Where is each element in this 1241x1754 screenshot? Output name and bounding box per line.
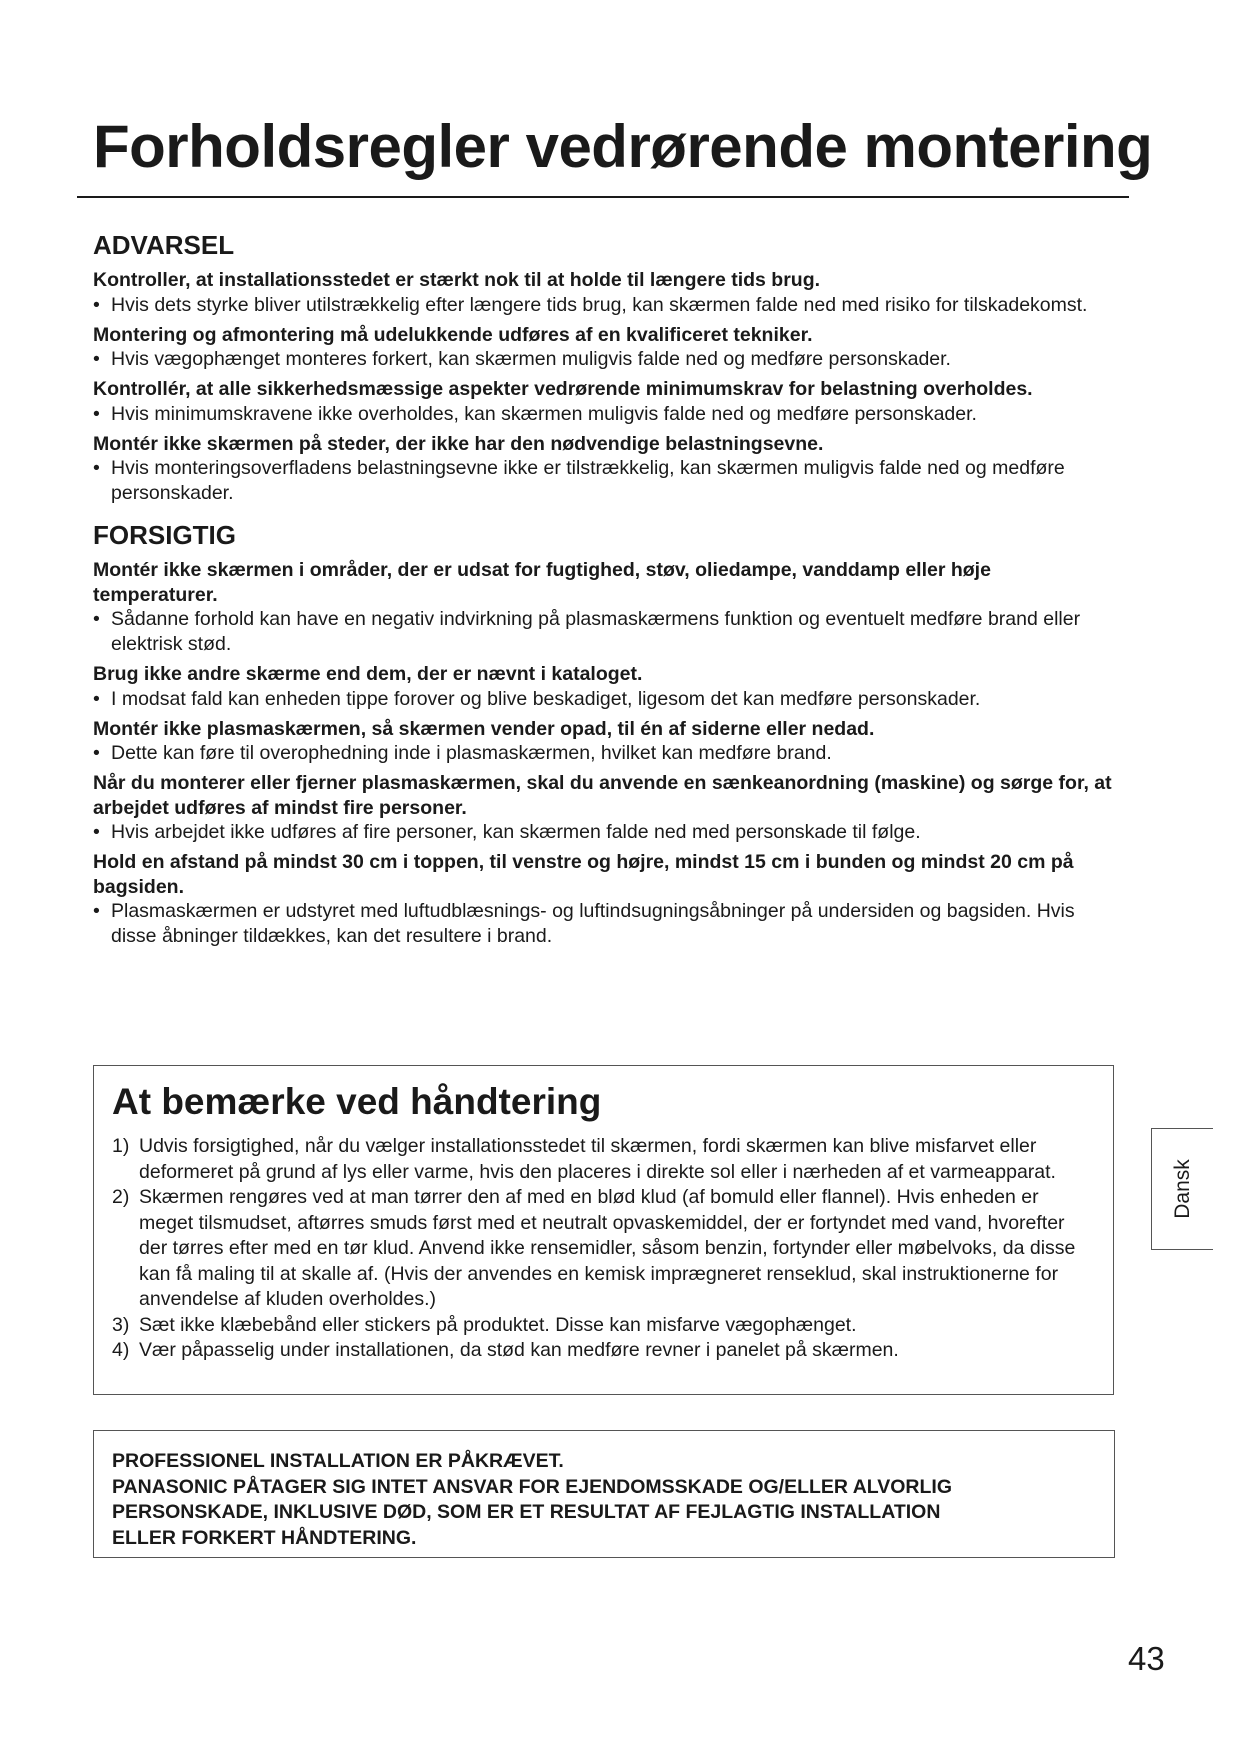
bullet-text: Hvis arbejdet ikke udføres af fire personer, kan skærmen falde ned med personskade til følge. [111, 821, 921, 843]
title-divider [77, 196, 1129, 198]
item-number: 1) [112, 1135, 130, 1157]
warning-rule-bullet [93, 456, 1113, 506]
page-title: Forholdsregler vedrørende montering [93, 113, 1153, 180]
bullet-icon: • [93, 608, 100, 630]
warning-rule-heading: Montér ikke skærmen på steder, der ikke har den nødvendige belastningsevne. [93, 432, 824, 455]
bullet-icon: • [93, 687, 100, 710]
caution-rule-heading: Brug ikke andre skærme end dem, der er nævnt i kataloget. [93, 663, 643, 685]
notice-line: PANASONIC PÅTAGER SIG INTET ANSVAR FOR EJENDOMSSKADE OG/ELLER ALVORLIG [112, 1475, 952, 1498]
bullet-text: Hvis vægophænget monteres forkert, kan skærmen muligvis falde ned og medføre personskader. [111, 348, 951, 370]
caution-rule-heading: Når du monterer eller fjerner plasmaskærmen, skal du anvende en sænkeanordning (maskine) og sørge for, at arbejdet udføres af mindst fire personer. [93, 772, 1112, 819]
caution-rule-heading: Montér ikke skærmen i områder, der er udsat for fugtighed, støv, oliedampe, vanddamp eller høje temperaturer. [93, 559, 991, 606]
caution-rule-heading: Hold en afstand på mindst 30 cm i toppen, til venstre og højre, mindst 15 cm i bunden og mindst 20 cm på bagsiden. [93, 851, 1074, 898]
item-text: Skærmen rengøres ved at man tørrer den af med en blød klud (af bomuld eller flannel). Hvis enheden er meget tilsmudset, aftørres smuds først med et neutralt opvaskemiddel, der er fortyndet med vand, hvorefter der tørres efter med en tør klud. Anvend ikke rensemidler, såsom benzin, fortynder eller møbelvoks, da disse kan få maling til at skalle af. (Hvis der anvendes en kemisk imprægneret renseklud, skal instruktionerne for anvendelse af kluden overholdes.) [139, 1186, 1076, 1310]
language-label: Dansk [1170, 1159, 1194, 1219]
handling-notes-box [93, 1065, 1114, 1395]
bullet-text: Plasmaskærmen er udstyret med luftudblæsnings- og luftindsugningsåbninger på undersiden og bagsiden. Hvis disse åbninger tildækkes, kan det resultere i brand. [111, 900, 1075, 947]
bullet-icon: • [93, 821, 100, 843]
handling-item [112, 1185, 1095, 1313]
bullet-text: Dette kan føre til overophedning inde i plasmaskærmen, hvilket kan medføre brand. [111, 742, 832, 764]
notice-line: PROFESSIONEL INSTALLATION ER PÅKRÆVET. [112, 1450, 564, 1472]
caution-rule-bullet [93, 741, 1113, 766]
page-number: 43 [1128, 1640, 1165, 1677]
warning-rule-bullet [93, 402, 1113, 427]
bullet-icon: • [93, 457, 100, 479]
item-number: 3) [112, 1313, 130, 1336]
warning-rule-bullet [93, 347, 1113, 372]
warning-heading: ADVARSEL [93, 230, 235, 260]
item-text: Sæt ikke klæbebånd eller stickers på produktet. Disse kan misfarve vægophænget. [139, 1313, 857, 1336]
caution-rule-bullet [93, 820, 1113, 845]
warning-rule-heading: Kontroller, at installationsstedet er stærkt nok til at holde til længere tids brug. [93, 269, 821, 291]
safety-content [93, 228, 1113, 954]
caution-rule-heading: Montér ikke plasmaskærmen, så skærmen vender opad, til én af siderne eller nedad. [93, 717, 875, 740]
handling-title: At bemærke ved håndtering [112, 1081, 602, 1122]
bullet-icon: • [93, 402, 100, 425]
caution-rule-bullet [93, 607, 1113, 657]
bullet-text: I modsat fald kan enheden tippe forover og blive beskadiget, ligesom det kan medføre personskader. [111, 687, 981, 710]
handling-item [112, 1338, 1095, 1364]
bullet-icon: • [93, 742, 100, 764]
notice-line: PERSONSKADE, INKLUSIVE DØD, SOM ER ET RESULTAT AF FEJLAGTIG INSTALLATION [112, 1501, 941, 1523]
notice-line: ELLER FORKERT HÅNDTERING. [112, 1526, 417, 1549]
item-text: Vær påpasselig under installationen, da stød kan medføre revner i panelet på skærmen. [139, 1339, 899, 1361]
item-number: 2) [112, 1186, 130, 1208]
bullet-text: Hvis monteringsoverfladens belastningsevne ikke er tilstrækkelig, kan skærmen muligvis falde ned og medføre personskader. [111, 457, 1065, 504]
caution-rule-bullet [93, 899, 1113, 949]
item-text: Udvis forsigtighed, når du vælger installationsstedet til skærmen, fordi skærmen kan blive misfarvet eller deformeret på grund af lys eller varme, hvis den placeres i direkte sol eller i nærheden af et varmeapparat. [139, 1135, 1056, 1183]
item-number: 4) [112, 1339, 130, 1361]
caution-rule-bullet [93, 687, 1113, 712]
caution-heading: FORSIGTIG [93, 520, 236, 550]
bullet-icon: • [93, 900, 100, 922]
professional-installation-notice [93, 1430, 1115, 1558]
warning-rule-bullet [93, 293, 1113, 318]
bullet-icon: • [93, 348, 100, 370]
language-tab [1151, 1128, 1213, 1250]
handling-item [112, 1134, 1095, 1185]
bullet-text: Sådanne forhold kan have en negativ indvirkning på plasmaskærmens funktion og eventuelt medføre brand eller elektrisk stød. [111, 608, 1081, 655]
bullet-icon: • [93, 293, 100, 316]
handling-item [112, 1313, 1095, 1339]
bullet-text: Hvis dets styrke bliver utilstrækkelig efter længere tids brug, kan skærmen falde ned med risiko for tilskadekomst. [111, 293, 1088, 316]
warning-rule-heading: Montering og afmontering må udelukkende udføres af en kvalificeret tekniker. [93, 323, 813, 346]
warning-rule-heading: Kontrollér, at alle sikkerhedsmæssige aspekter vedrørende minimumskrav for belastning overholdes. [93, 378, 1033, 400]
bullet-text: Hvis minimumskravene ikke overholdes, kan skærmen muligvis falde ned og medføre personskader. [111, 402, 977, 425]
